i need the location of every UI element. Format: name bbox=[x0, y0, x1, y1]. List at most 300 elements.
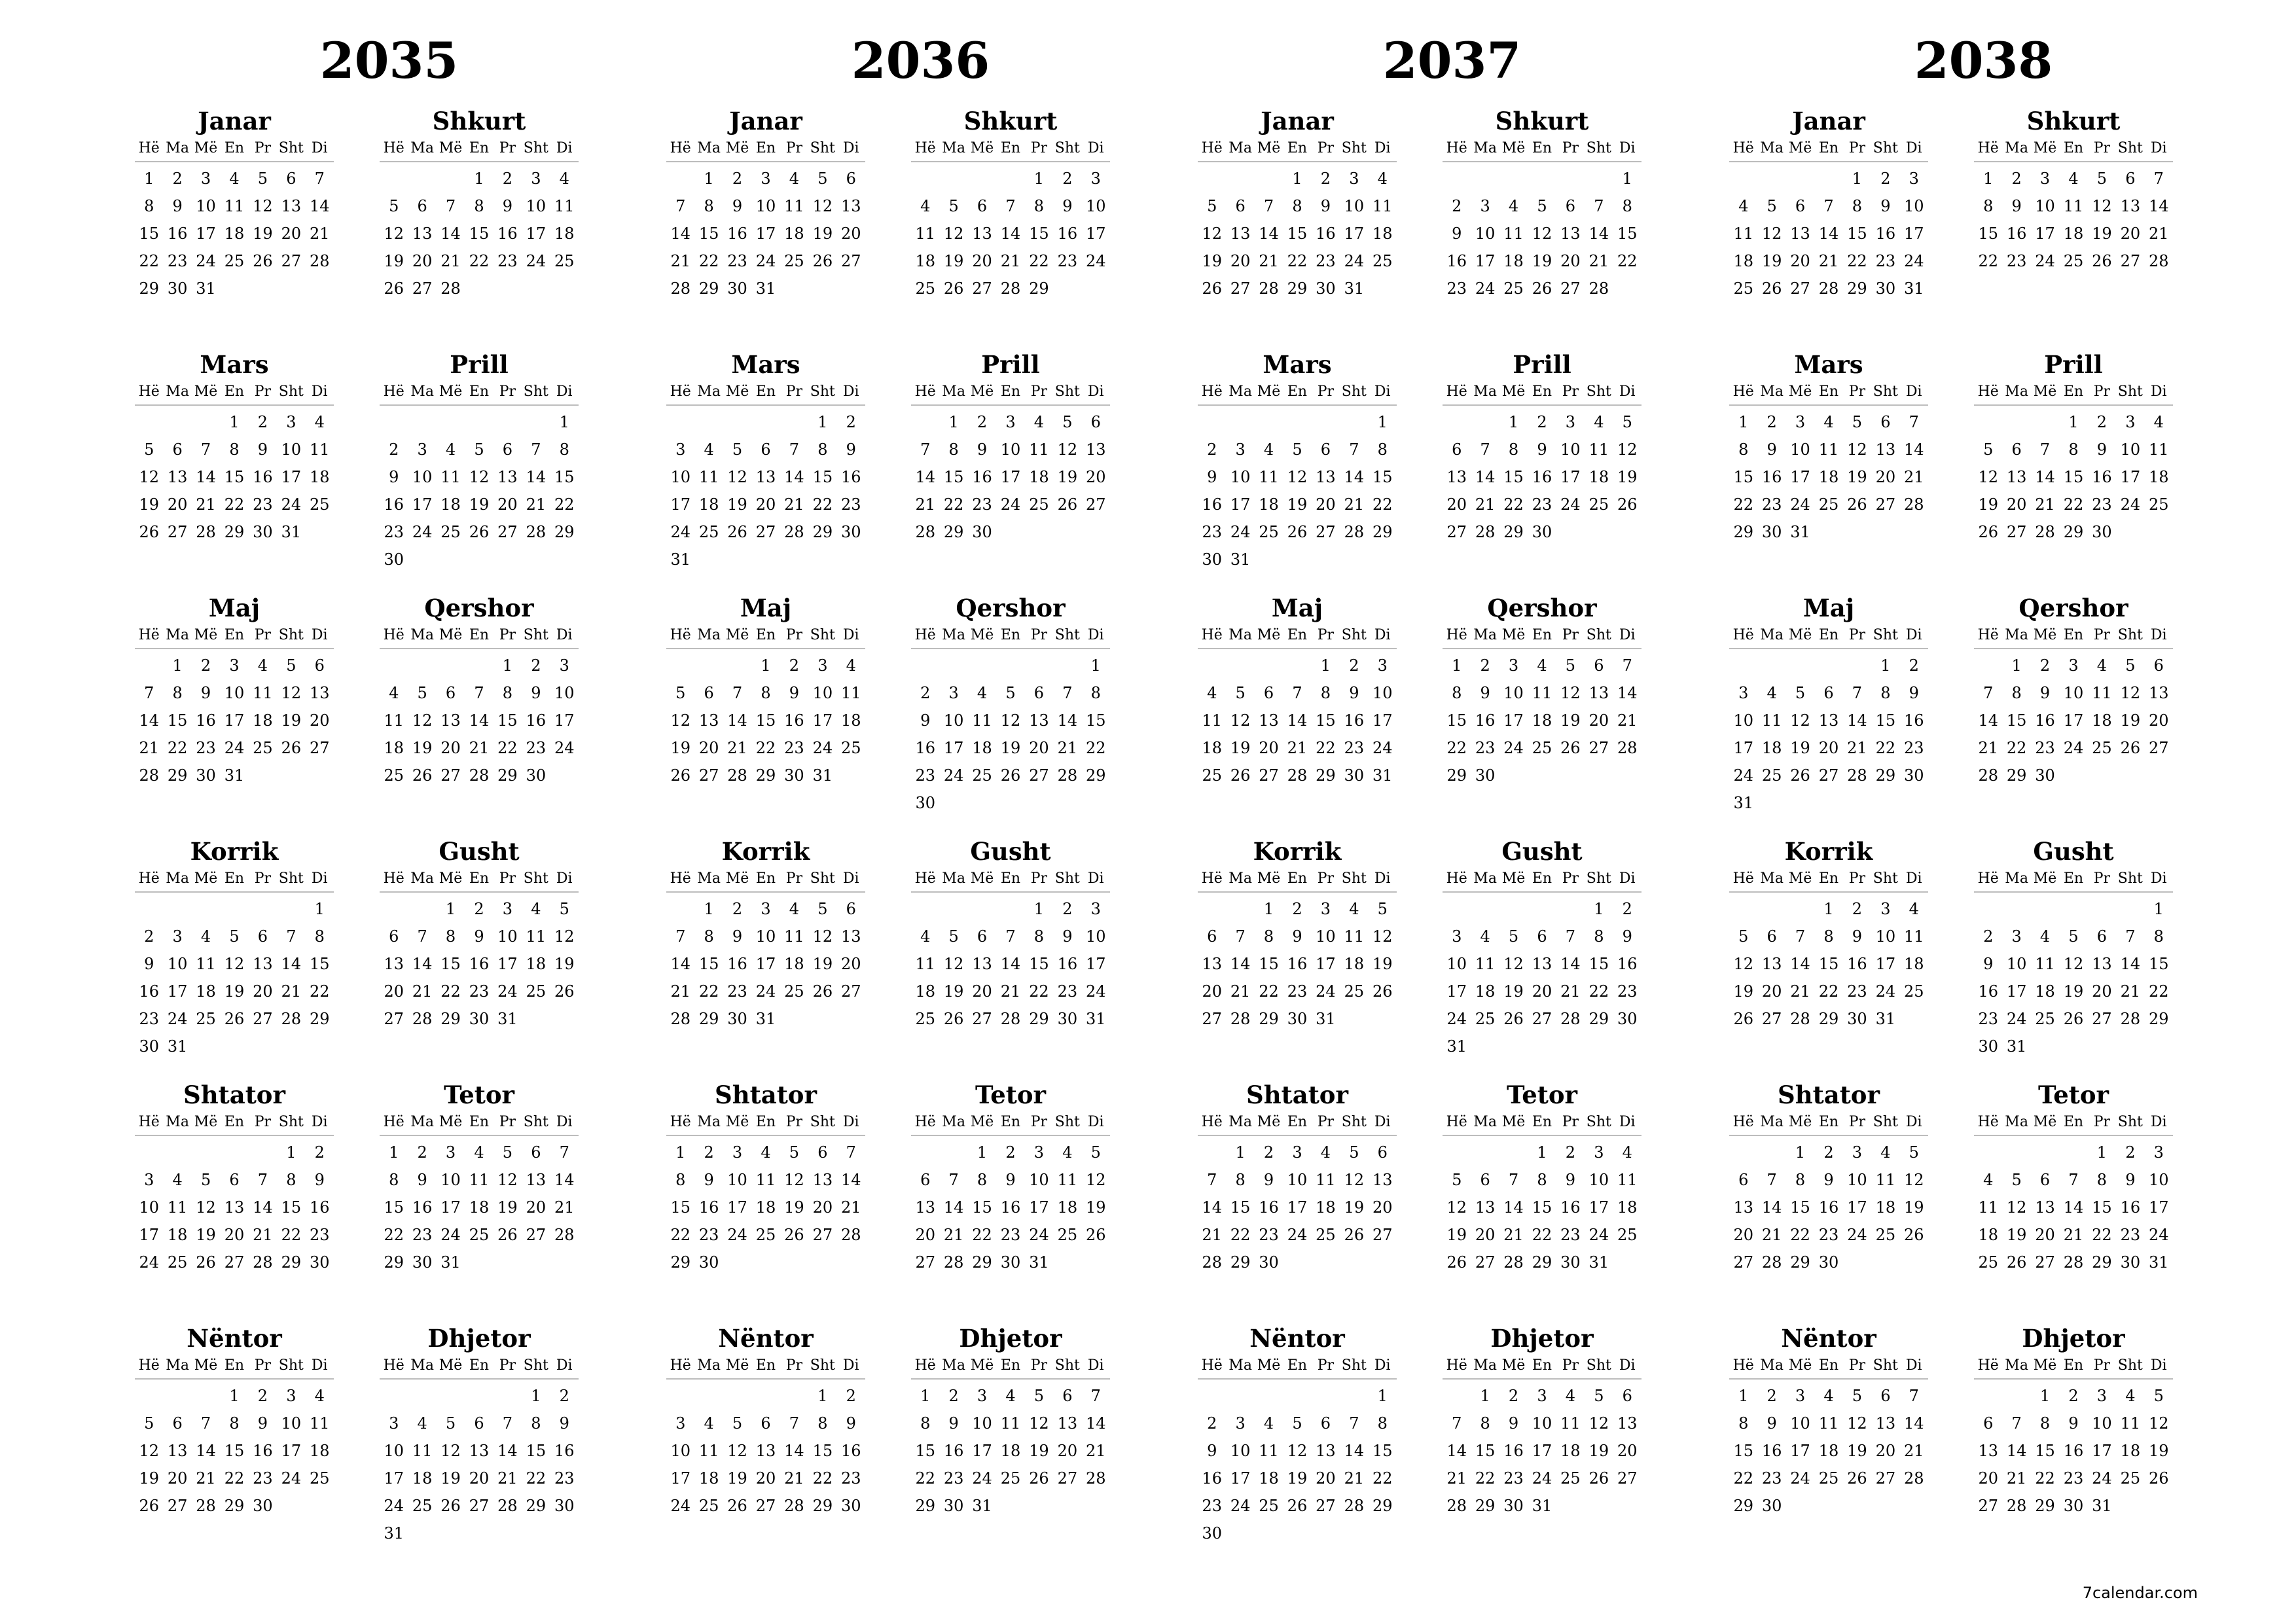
day-cell: 27 bbox=[2035, 1253, 2055, 1272]
day-cell: 2 bbox=[1263, 1143, 1274, 1162]
day-cell: 13 bbox=[1202, 955, 1222, 973]
empty-day-cell bbox=[1729, 652, 1757, 679]
day-cell: 3 bbox=[1795, 1387, 1806, 1405]
weekday-label: Hë bbox=[138, 870, 160, 887]
weekday-label: Ma bbox=[2005, 383, 2028, 400]
weekday-label: Hë bbox=[670, 383, 691, 400]
day-cell: 1 bbox=[817, 413, 828, 431]
day-cell: 3 bbox=[1508, 656, 1519, 675]
day-cell: 8 bbox=[559, 440, 569, 459]
day-cell: 8 bbox=[817, 1414, 828, 1433]
month-name: Shtator bbox=[1778, 1080, 1880, 1109]
empty-day-cell bbox=[1255, 165, 1283, 192]
empty-day-cell bbox=[1729, 895, 1757, 923]
day-cell: 16 bbox=[384, 495, 404, 514]
day-cell: 3 bbox=[417, 440, 427, 459]
day-cell: 10 bbox=[1790, 1414, 1810, 1433]
month-name: Janar bbox=[1261, 107, 1334, 135]
day-cell: 29 bbox=[1029, 279, 1049, 298]
month-block bbox=[1729, 1323, 1928, 1567]
day-cell: 5 bbox=[1005, 684, 1016, 702]
weekday-header-row bbox=[1198, 866, 1397, 893]
day-cell: 5 bbox=[1292, 1414, 1302, 1433]
day-cell: 16 bbox=[1617, 955, 1638, 973]
weekday-label: En bbox=[2063, 627, 2084, 643]
empty-day-cell bbox=[1471, 1139, 1499, 1166]
days-grid bbox=[666, 1382, 865, 1520]
day-cell: 26 bbox=[1532, 279, 1552, 298]
day-cell: 4 bbox=[1622, 1143, 1632, 1162]
day-cell: 15 bbox=[1029, 224, 1049, 243]
day-cell: 12 bbox=[497, 1171, 518, 1189]
day-cell: 11 bbox=[2149, 440, 2169, 459]
day-cell: 2 bbox=[1062, 900, 1073, 918]
weekday-label: Pr bbox=[254, 870, 272, 887]
weekday-label: Sht bbox=[2117, 1114, 2143, 1130]
day-cell: 22 bbox=[310, 982, 330, 1001]
day-cell: 14 bbox=[1000, 224, 1021, 243]
empty-day-cell bbox=[723, 1382, 751, 1410]
day-cell: 20 bbox=[1446, 495, 1467, 514]
day-cell: 29 bbox=[1029, 1010, 1049, 1028]
weekday-label: Di bbox=[1374, 383, 1391, 400]
weekday-label: Di bbox=[556, 1114, 573, 1130]
weekday-header-row bbox=[1443, 136, 1641, 162]
empty-day-cell bbox=[751, 1382, 780, 1410]
weekday-label: Pr bbox=[254, 627, 272, 643]
day-cell: 26 bbox=[2149, 1469, 2169, 1488]
day-cell: 11 bbox=[1202, 711, 1222, 730]
day-cell: 31 bbox=[497, 1010, 518, 1028]
weekday-label: Sht bbox=[278, 1114, 304, 1130]
day-cell: 20 bbox=[755, 495, 776, 514]
day-cell: 14 bbox=[1000, 955, 1021, 973]
empty-day-cell bbox=[408, 895, 436, 923]
day-cell: 2 bbox=[1349, 656, 1359, 675]
day-cell: 6 bbox=[2153, 656, 2164, 675]
weekday-label: Më bbox=[1788, 1357, 1812, 1374]
day-cell: 5 bbox=[1738, 927, 1749, 946]
day-cell: 19 bbox=[1761, 252, 1782, 270]
day-cell: 24 bbox=[1588, 1226, 1609, 1244]
day-cell: 2 bbox=[1983, 927, 1994, 946]
footer-credit[interactable]: 7calendar.com bbox=[2082, 1584, 2198, 1602]
day-cell: 30 bbox=[1818, 1253, 1839, 1272]
day-cell: 19 bbox=[2063, 982, 2084, 1001]
weekday-label: Ma bbox=[697, 1357, 721, 1374]
day-cell: 17 bbox=[384, 1469, 404, 1488]
weekday-label: Pr bbox=[1317, 1114, 1335, 1130]
weekday-label: Hë bbox=[138, 1114, 160, 1130]
day-cell: 19 bbox=[1446, 1226, 1467, 1244]
day-cell: 7 bbox=[1767, 1171, 1777, 1189]
weekday-label: Më bbox=[1257, 383, 1281, 400]
day-cell: 14 bbox=[1503, 1198, 1524, 1217]
empty-day-cell bbox=[1198, 895, 1226, 923]
weekday-label: Sht bbox=[1873, 870, 1898, 887]
day-cell: 25 bbox=[2120, 1469, 2141, 1488]
day-cell: 27 bbox=[497, 523, 518, 541]
day-cell: 27 bbox=[1978, 1497, 1998, 1515]
weekday-label: Më bbox=[194, 1357, 218, 1374]
day-cell: 3 bbox=[559, 656, 569, 675]
day-cell: 15 bbox=[670, 1198, 691, 1217]
day-cell: 12 bbox=[1503, 955, 1524, 973]
day-cell: 5 bbox=[1452, 1171, 1462, 1189]
day-cell: 22 bbox=[1733, 1469, 1753, 1488]
empty-day-cell bbox=[1312, 408, 1340, 436]
day-cell: 27 bbox=[841, 982, 861, 1001]
day-cell: 24 bbox=[2006, 1010, 2027, 1028]
weekday-label: En bbox=[1532, 870, 1552, 887]
day-cell: 17 bbox=[1230, 1469, 1251, 1488]
day-cell: 1 bbox=[704, 900, 714, 918]
day-cell: 12 bbox=[1847, 1414, 1867, 1433]
day-cell: 29 bbox=[1733, 1497, 1753, 1515]
day-cell: 10 bbox=[1287, 1171, 1308, 1189]
day-cell: 22 bbox=[1372, 495, 1393, 514]
empty-day-cell bbox=[1443, 408, 1471, 436]
day-cell: 20 bbox=[1316, 495, 1336, 514]
day-cell: 26 bbox=[469, 523, 490, 541]
empty-day-cell bbox=[968, 895, 996, 923]
empty-day-cell bbox=[249, 1139, 277, 1166]
day-cell: 29 bbox=[1446, 766, 1467, 785]
weekday-label: Pr bbox=[1030, 870, 1048, 887]
day-cell: 18 bbox=[469, 1198, 490, 1217]
month-name: Gusht bbox=[970, 837, 1051, 866]
day-cell: 29 bbox=[2035, 1497, 2055, 1515]
day-cell: 22 bbox=[1978, 252, 1998, 270]
day-cell: 11 bbox=[1057, 1171, 1078, 1189]
day-cell: 25 bbox=[196, 1010, 216, 1028]
weekday-label: En bbox=[224, 870, 245, 887]
day-cell: 12 bbox=[1287, 1442, 1308, 1460]
day-cell: 25 bbox=[1475, 1010, 1496, 1028]
days-grid bbox=[1974, 1139, 2173, 1276]
day-cell: 7 bbox=[789, 440, 800, 459]
weekday-label: Hë bbox=[1446, 1114, 1467, 1130]
day-cell: 24 bbox=[526, 252, 547, 270]
weekday-label: En bbox=[1000, 1114, 1021, 1130]
day-cell: 6 bbox=[1565, 197, 1576, 215]
day-cell: 30 bbox=[1617, 1010, 1638, 1028]
day-cell: 19 bbox=[1202, 252, 1222, 270]
weekday-label: En bbox=[1532, 1357, 1552, 1374]
day-cell: 24 bbox=[1503, 739, 1524, 757]
day-cell: 10 bbox=[1086, 197, 1106, 215]
weekday-label: En bbox=[224, 627, 245, 643]
day-cell: 11 bbox=[915, 955, 935, 973]
weekday-label: Hë bbox=[1201, 140, 1223, 156]
day-cell: 22 bbox=[526, 1469, 547, 1488]
day-cell: 25 bbox=[1818, 495, 1839, 514]
day-cell: 6 bbox=[502, 440, 513, 459]
day-cell: 21 bbox=[2006, 1469, 2027, 1488]
day-cell: 28 bbox=[1000, 1010, 1021, 1028]
day-cell: 11 bbox=[1000, 1414, 1021, 1433]
weekday-label: En bbox=[469, 1114, 490, 1130]
day-cell: 29 bbox=[224, 523, 245, 541]
day-cell: 18 bbox=[841, 711, 861, 730]
weekday-label: En bbox=[1287, 1114, 1308, 1130]
day-cell: 23 bbox=[1057, 252, 1078, 270]
day-cell: 22 bbox=[384, 1226, 404, 1244]
day-cell: 7 bbox=[1005, 197, 1016, 215]
day-cell: 11 bbox=[1029, 440, 1049, 459]
day-cell: 17 bbox=[1086, 955, 1106, 973]
weekday-label: Pr bbox=[1317, 383, 1335, 400]
day-cell: 18 bbox=[1029, 468, 1049, 486]
day-cell: 14 bbox=[1344, 468, 1365, 486]
empty-day-cell bbox=[723, 652, 751, 679]
day-cell: 15 bbox=[440, 955, 461, 973]
day-cell: 28 bbox=[497, 1497, 518, 1515]
day-cell: 20 bbox=[310, 711, 330, 730]
weekday-label: En bbox=[1000, 627, 1021, 643]
empty-day-cell bbox=[437, 408, 465, 436]
day-cell: 6 bbox=[817, 1143, 828, 1162]
weekday-label: Më bbox=[1257, 140, 1281, 156]
empty-day-cell bbox=[1226, 895, 1254, 923]
day-cell: 27 bbox=[915, 1253, 935, 1272]
empty-day-cell bbox=[1556, 895, 1585, 923]
day-cell: 26 bbox=[943, 1010, 964, 1028]
month-name: Janar bbox=[198, 107, 271, 135]
day-cell: 9 bbox=[257, 1414, 268, 1433]
day-cell: 10 bbox=[1230, 1442, 1251, 1460]
day-cell: 7 bbox=[144, 684, 154, 702]
day-cell: 11 bbox=[224, 197, 245, 215]
day-cell: 5 bbox=[1090, 1143, 1101, 1162]
day-cell: 12 bbox=[1847, 440, 1867, 459]
weekday-label: Pr bbox=[1848, 627, 1866, 643]
weekday-header-row bbox=[911, 1110, 1110, 1136]
day-cell: 3 bbox=[817, 656, 828, 675]
day-cell: 23 bbox=[915, 766, 935, 785]
day-cell: 13 bbox=[1560, 224, 1581, 243]
day-cell: 12 bbox=[1761, 224, 1782, 243]
day-cell: 19 bbox=[1904, 1198, 1924, 1217]
day-cell: 19 bbox=[2120, 711, 2141, 730]
weekday-label: Pr bbox=[2093, 870, 2111, 887]
day-cell: 8 bbox=[1983, 197, 1994, 215]
month-name: Mars bbox=[1263, 350, 1332, 379]
day-cell: 19 bbox=[1790, 739, 1810, 757]
month-block bbox=[1974, 836, 2173, 1080]
day-cell: 30 bbox=[727, 279, 747, 298]
day-cell: 8 bbox=[1823, 927, 1834, 946]
day-cell: 9 bbox=[1880, 197, 1891, 215]
day-cell: 16 bbox=[1344, 711, 1365, 730]
month-block bbox=[1443, 106, 1641, 349]
day-cell: 8 bbox=[144, 197, 154, 215]
day-cell: 2 bbox=[144, 927, 154, 946]
day-cell: 7 bbox=[1090, 1387, 1101, 1405]
weekday-label: Sht bbox=[810, 627, 835, 643]
day-cell: 19 bbox=[497, 1198, 518, 1217]
day-cell: 7 bbox=[502, 1414, 513, 1433]
weekday-header-row bbox=[135, 136, 334, 162]
day-cell: 25 bbox=[1503, 279, 1524, 298]
day-cell: 13 bbox=[755, 1442, 776, 1460]
day-cell: 19 bbox=[943, 252, 964, 270]
empty-day-cell bbox=[1283, 408, 1311, 436]
day-cell: 9 bbox=[1263, 1171, 1274, 1189]
empty-day-cell bbox=[380, 895, 408, 923]
day-cell: 14 bbox=[1761, 1198, 1782, 1217]
weekday-label: En bbox=[1818, 1357, 1839, 1374]
day-cell: 7 bbox=[257, 1171, 268, 1189]
day-cell: 30 bbox=[2035, 766, 2055, 785]
weekday-label: Pr bbox=[499, 1114, 516, 1130]
weekday-label: Hë bbox=[1201, 870, 1223, 887]
empty-day-cell bbox=[135, 408, 163, 436]
day-cell: 10 bbox=[670, 1442, 691, 1460]
weekday-label: En bbox=[1532, 383, 1552, 400]
weekday-label: En bbox=[1287, 383, 1308, 400]
day-cell: 27 bbox=[2006, 523, 2027, 541]
day-cell: 1 bbox=[1594, 900, 1604, 918]
day-cell: 24 bbox=[554, 739, 575, 757]
day-cell: 4 bbox=[1263, 1414, 1274, 1433]
day-cell: 16 bbox=[1259, 1198, 1279, 1217]
day-cell: 13 bbox=[2006, 468, 2027, 486]
day-cell: 26 bbox=[1847, 495, 1867, 514]
day-cell: 11 bbox=[310, 1414, 330, 1433]
day-cell: 7 bbox=[675, 927, 686, 946]
day-cell: 8 bbox=[1452, 684, 1462, 702]
day-cell: 8 bbox=[1033, 927, 1045, 946]
day-cell: 2 bbox=[2096, 413, 2108, 431]
day-cell: 24 bbox=[1029, 1226, 1049, 1244]
day-cell: 21 bbox=[2120, 982, 2141, 1001]
empty-day-cell bbox=[968, 652, 996, 679]
day-cell: 23 bbox=[784, 739, 804, 757]
day-cell: 14 bbox=[2063, 1198, 2084, 1217]
day-cell: 25 bbox=[755, 1226, 776, 1244]
day-cell: 22 bbox=[497, 739, 518, 757]
day-cell: 17 bbox=[1230, 495, 1251, 514]
empty-day-cell bbox=[723, 408, 751, 436]
day-cell: 4 bbox=[531, 900, 541, 918]
day-cell: 21 bbox=[2035, 495, 2055, 514]
day-cell: 22 bbox=[1475, 1469, 1496, 1488]
day-cell: 16 bbox=[1000, 1198, 1021, 1217]
day-cell: 29 bbox=[812, 1497, 833, 1515]
day-cell: 15 bbox=[755, 711, 776, 730]
day-cell: 31 bbox=[2149, 1253, 2169, 1272]
day-cell: 8 bbox=[761, 684, 771, 702]
weekday-label: Hë bbox=[670, 1114, 691, 1130]
day-cell: 16 bbox=[1532, 468, 1552, 486]
day-cell: 3 bbox=[761, 900, 771, 918]
day-cell: 1 bbox=[1263, 900, 1274, 918]
day-cell: 26 bbox=[1202, 279, 1222, 298]
day-cell: 25 bbox=[554, 252, 575, 270]
empty-day-cell bbox=[408, 165, 436, 192]
day-cell: 18 bbox=[1560, 1442, 1581, 1460]
day-cell: 16 bbox=[2035, 711, 2055, 730]
weekday-label: Sht bbox=[278, 140, 304, 156]
month-block bbox=[1974, 349, 2173, 593]
day-cell: 19 bbox=[1617, 468, 1638, 486]
day-cell: 13 bbox=[1230, 224, 1251, 243]
day-cell: 16 bbox=[196, 711, 216, 730]
day-cell: 8 bbox=[704, 927, 714, 946]
day-cell: 3 bbox=[1320, 900, 1331, 918]
day-cell: 16 bbox=[1202, 1469, 1222, 1488]
day-cell: 21 bbox=[440, 252, 461, 270]
weekday-header-row bbox=[1443, 1353, 1641, 1380]
day-cell: 5 bbox=[200, 1171, 211, 1189]
day-cell: 1 bbox=[389, 1143, 399, 1162]
day-cell: 17 bbox=[224, 711, 245, 730]
day-cell: 28 bbox=[1230, 1010, 1251, 1028]
day-cell: 19 bbox=[727, 495, 747, 514]
weekday-label: Di bbox=[2150, 627, 2167, 643]
weekday-label: Ma bbox=[1473, 1357, 1497, 1374]
day-cell: 29 bbox=[1287, 279, 1308, 298]
weekday-label: Sht bbox=[1341, 383, 1367, 400]
day-cell: 8 bbox=[389, 1171, 399, 1189]
weekday-label: Di bbox=[842, 1114, 859, 1130]
day-cell: 7 bbox=[846, 1143, 856, 1162]
day-cell: 15 bbox=[1790, 1198, 1810, 1217]
day-cell: 2 bbox=[474, 900, 484, 918]
weekday-label: Pr bbox=[1562, 140, 1579, 156]
day-cell: 8 bbox=[1622, 197, 1632, 215]
day-cell: 17 bbox=[755, 224, 776, 243]
month-name: Korrik bbox=[1784, 837, 1873, 866]
weekday-label: Ma bbox=[1760, 870, 1784, 887]
weekday-label: Pr bbox=[1030, 140, 1048, 156]
day-cell: 4 bbox=[1909, 900, 1919, 918]
weekday-label: Di bbox=[2150, 870, 2167, 887]
day-cell: 5 bbox=[2125, 656, 2136, 675]
day-cell: 6 bbox=[286, 169, 296, 188]
day-cell: 3 bbox=[2153, 1143, 2164, 1162]
day-cell: 1 bbox=[2011, 656, 2022, 675]
day-cell: 15 bbox=[1617, 224, 1638, 243]
day-cell: 12 bbox=[1000, 711, 1021, 730]
day-cell: 29 bbox=[554, 523, 575, 541]
day-cell: 25 bbox=[412, 1497, 433, 1515]
day-cell: 23 bbox=[1532, 495, 1552, 514]
day-cell: 3 bbox=[675, 1414, 686, 1433]
day-cell: 11 bbox=[1978, 1198, 1998, 1217]
day-cell: 1 bbox=[1480, 1387, 1490, 1405]
days-grid bbox=[1729, 1382, 1928, 1520]
day-cell: 14 bbox=[2120, 955, 2141, 973]
weekday-header-row bbox=[1198, 136, 1397, 162]
month-name: Nëntor bbox=[187, 1324, 282, 1353]
day-cell: 29 bbox=[1532, 1253, 1552, 1272]
day-cell: 11 bbox=[1259, 1442, 1279, 1460]
day-cell: 16 bbox=[526, 711, 547, 730]
day-cell: 18 bbox=[1259, 495, 1279, 514]
day-cell: 19 bbox=[1847, 468, 1867, 486]
day-cell: 11 bbox=[1617, 1171, 1638, 1189]
month-name: Qershor bbox=[956, 594, 1066, 622]
weekday-label: Pr bbox=[1030, 1114, 1048, 1130]
day-cell: 20 bbox=[1475, 1226, 1496, 1244]
day-cell: 4 bbox=[1005, 1387, 1016, 1405]
weekday-label: Di bbox=[1619, 1357, 1636, 1374]
day-cell: 5 bbox=[144, 440, 154, 459]
day-cell: 11 bbox=[1475, 955, 1496, 973]
day-cell: 10 bbox=[497, 927, 518, 946]
